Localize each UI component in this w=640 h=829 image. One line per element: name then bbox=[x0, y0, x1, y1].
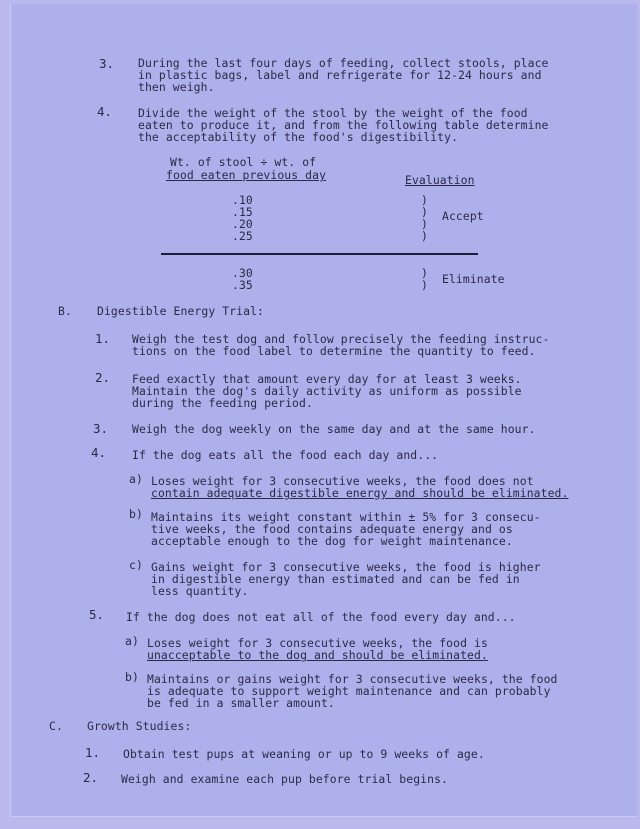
table-header-col2: Evaluation bbox=[405, 173, 475, 187]
b-item-2-line-2: Maintain the dog's daily activity as uniform as possible bbox=[132, 384, 522, 398]
table-eliminate-label: Eliminate bbox=[442, 272, 505, 286]
b4-sub-c-line-2: in digestible energy than estimated and can be fed in bbox=[151, 572, 520, 586]
b5-sub-b-letter: b) bbox=[125, 670, 139, 684]
table-divider bbox=[161, 253, 478, 255]
b-item-5-number: 5. bbox=[89, 607, 105, 622]
b4-sub-b-line-1: Maintains its weight constant within ± 5% for 3 consecu- bbox=[151, 510, 541, 524]
document-page bbox=[10, 4, 637, 817]
b5-sub-b-line-2: is adequate to support weight maintenance and can probably bbox=[147, 684, 551, 698]
b4-sub-a-letter: a) bbox=[129, 472, 143, 486]
c-item-2-line-1: Weigh and examine each pup before trial begins. bbox=[121, 772, 449, 786]
b4-sub-a-line-2: contain adequate digestible energy and should be eliminated. bbox=[151, 486, 569, 500]
table-accept-value: .20 bbox=[232, 217, 253, 231]
b4-sub-b-line-3: acceptable enough to the dog for weight maintenance. bbox=[151, 534, 513, 548]
b5-sub-a-line-2: unacceptable to the dog and should be eliminated. bbox=[147, 648, 488, 662]
table-accept-value: .25 bbox=[232, 229, 253, 243]
table-header-col1-line-1: Wt. of stool ÷ wt. of bbox=[170, 155, 317, 169]
b-item-3-number: 3. bbox=[93, 421, 109, 436]
b-item-2-line-3: during the feeding period. bbox=[132, 396, 313, 410]
item-4-line-1: Divide the weight of the stool by the weight of the food bbox=[138, 106, 528, 120]
b4-sub-c-line-1: Gains weight for 3 consecutive weeks, the food is higher bbox=[151, 560, 541, 574]
table-eliminate-value: .30 bbox=[232, 266, 253, 280]
section-b-letter: B. bbox=[58, 304, 72, 318]
b-item-2-line-1: Feed exactly that amount every day for at least 3 weeks. bbox=[132, 372, 522, 386]
b-item-1-line-2: tions on the food label to determine the quantity to feed. bbox=[132, 344, 536, 358]
b4-sub-c-letter: c) bbox=[129, 558, 143, 572]
item-3-line-3: then weigh. bbox=[138, 80, 215, 94]
b-item-5-line-1: If the dog does not eat all of the food every day and... bbox=[126, 610, 516, 624]
b4-sub-c-line-3: less quantity. bbox=[151, 584, 249, 598]
item-3-line-2: in plastic bags, label and refrigerate for 12-24 hours and bbox=[138, 68, 542, 82]
eliminate-brace: ) ) bbox=[421, 266, 428, 292]
b5-sub-b-line-3: be fed in a smaller amount. bbox=[147, 696, 335, 710]
item-3-number: 3. bbox=[99, 56, 115, 71]
table-accept-label: Accept bbox=[442, 209, 484, 223]
table-accept-value: .10 bbox=[232, 193, 253, 207]
b-item-1-number: 1. bbox=[95, 331, 111, 346]
table-accept-value: .15 bbox=[232, 205, 253, 219]
b4-sub-b-line-2: tive weeks, the food contains adequate energy and os bbox=[151, 522, 513, 536]
accept-brace: ) ) ) ) bbox=[421, 193, 428, 243]
b5-sub-a-line-1: Loses weight for 3 consecutive weeks, the food is bbox=[147, 636, 488, 650]
b-item-4-line-1: If the dog eats all the food each day and... bbox=[132, 448, 439, 462]
item-3-line-1: During the last four days of feeding, collect stools, place bbox=[138, 56, 549, 70]
table-header-col1-line-2: food eaten previous day bbox=[166, 168, 327, 182]
section-b-title: Digestible Energy Trial: bbox=[97, 304, 264, 318]
c-item-1-number: 1. bbox=[85, 745, 101, 760]
table-eliminate-value: .35 bbox=[232, 278, 253, 292]
item-4-line-3: the acceptability of the food's digestibility. bbox=[138, 130, 459, 144]
c-item-2-number: 2. bbox=[83, 770, 99, 785]
c-item-1-line-1: Obtain test pups at weaning or up to 9 weeks of age. bbox=[123, 747, 485, 761]
b-item-1-line-1: Weigh the test dog and follow precisely the feeding instruc- bbox=[132, 332, 550, 346]
section-c-title: Growth Studies: bbox=[87, 719, 192, 733]
b-item-2-number: 2. bbox=[95, 370, 111, 385]
b-item-3-line-1: Weigh the dog weekly on the same day and at the same hour. bbox=[132, 422, 536, 436]
b4-sub-b-letter: b) bbox=[129, 507, 143, 521]
b-item-4-number: 4. bbox=[91, 445, 107, 460]
b5-sub-b-line-1: Maintains or gains weight for 3 consecutive weeks, the food bbox=[147, 672, 558, 686]
item-4-number: 4. bbox=[97, 104, 113, 119]
section-c-letter: C. bbox=[49, 719, 63, 733]
item-4-line-2: eaten to produce it, and from the following table determine bbox=[138, 118, 549, 132]
b4-sub-a-line-1: Loses weight for 3 consecutive weeks, the food does not bbox=[151, 474, 534, 488]
b5-sub-a-letter: a) bbox=[125, 634, 139, 648]
